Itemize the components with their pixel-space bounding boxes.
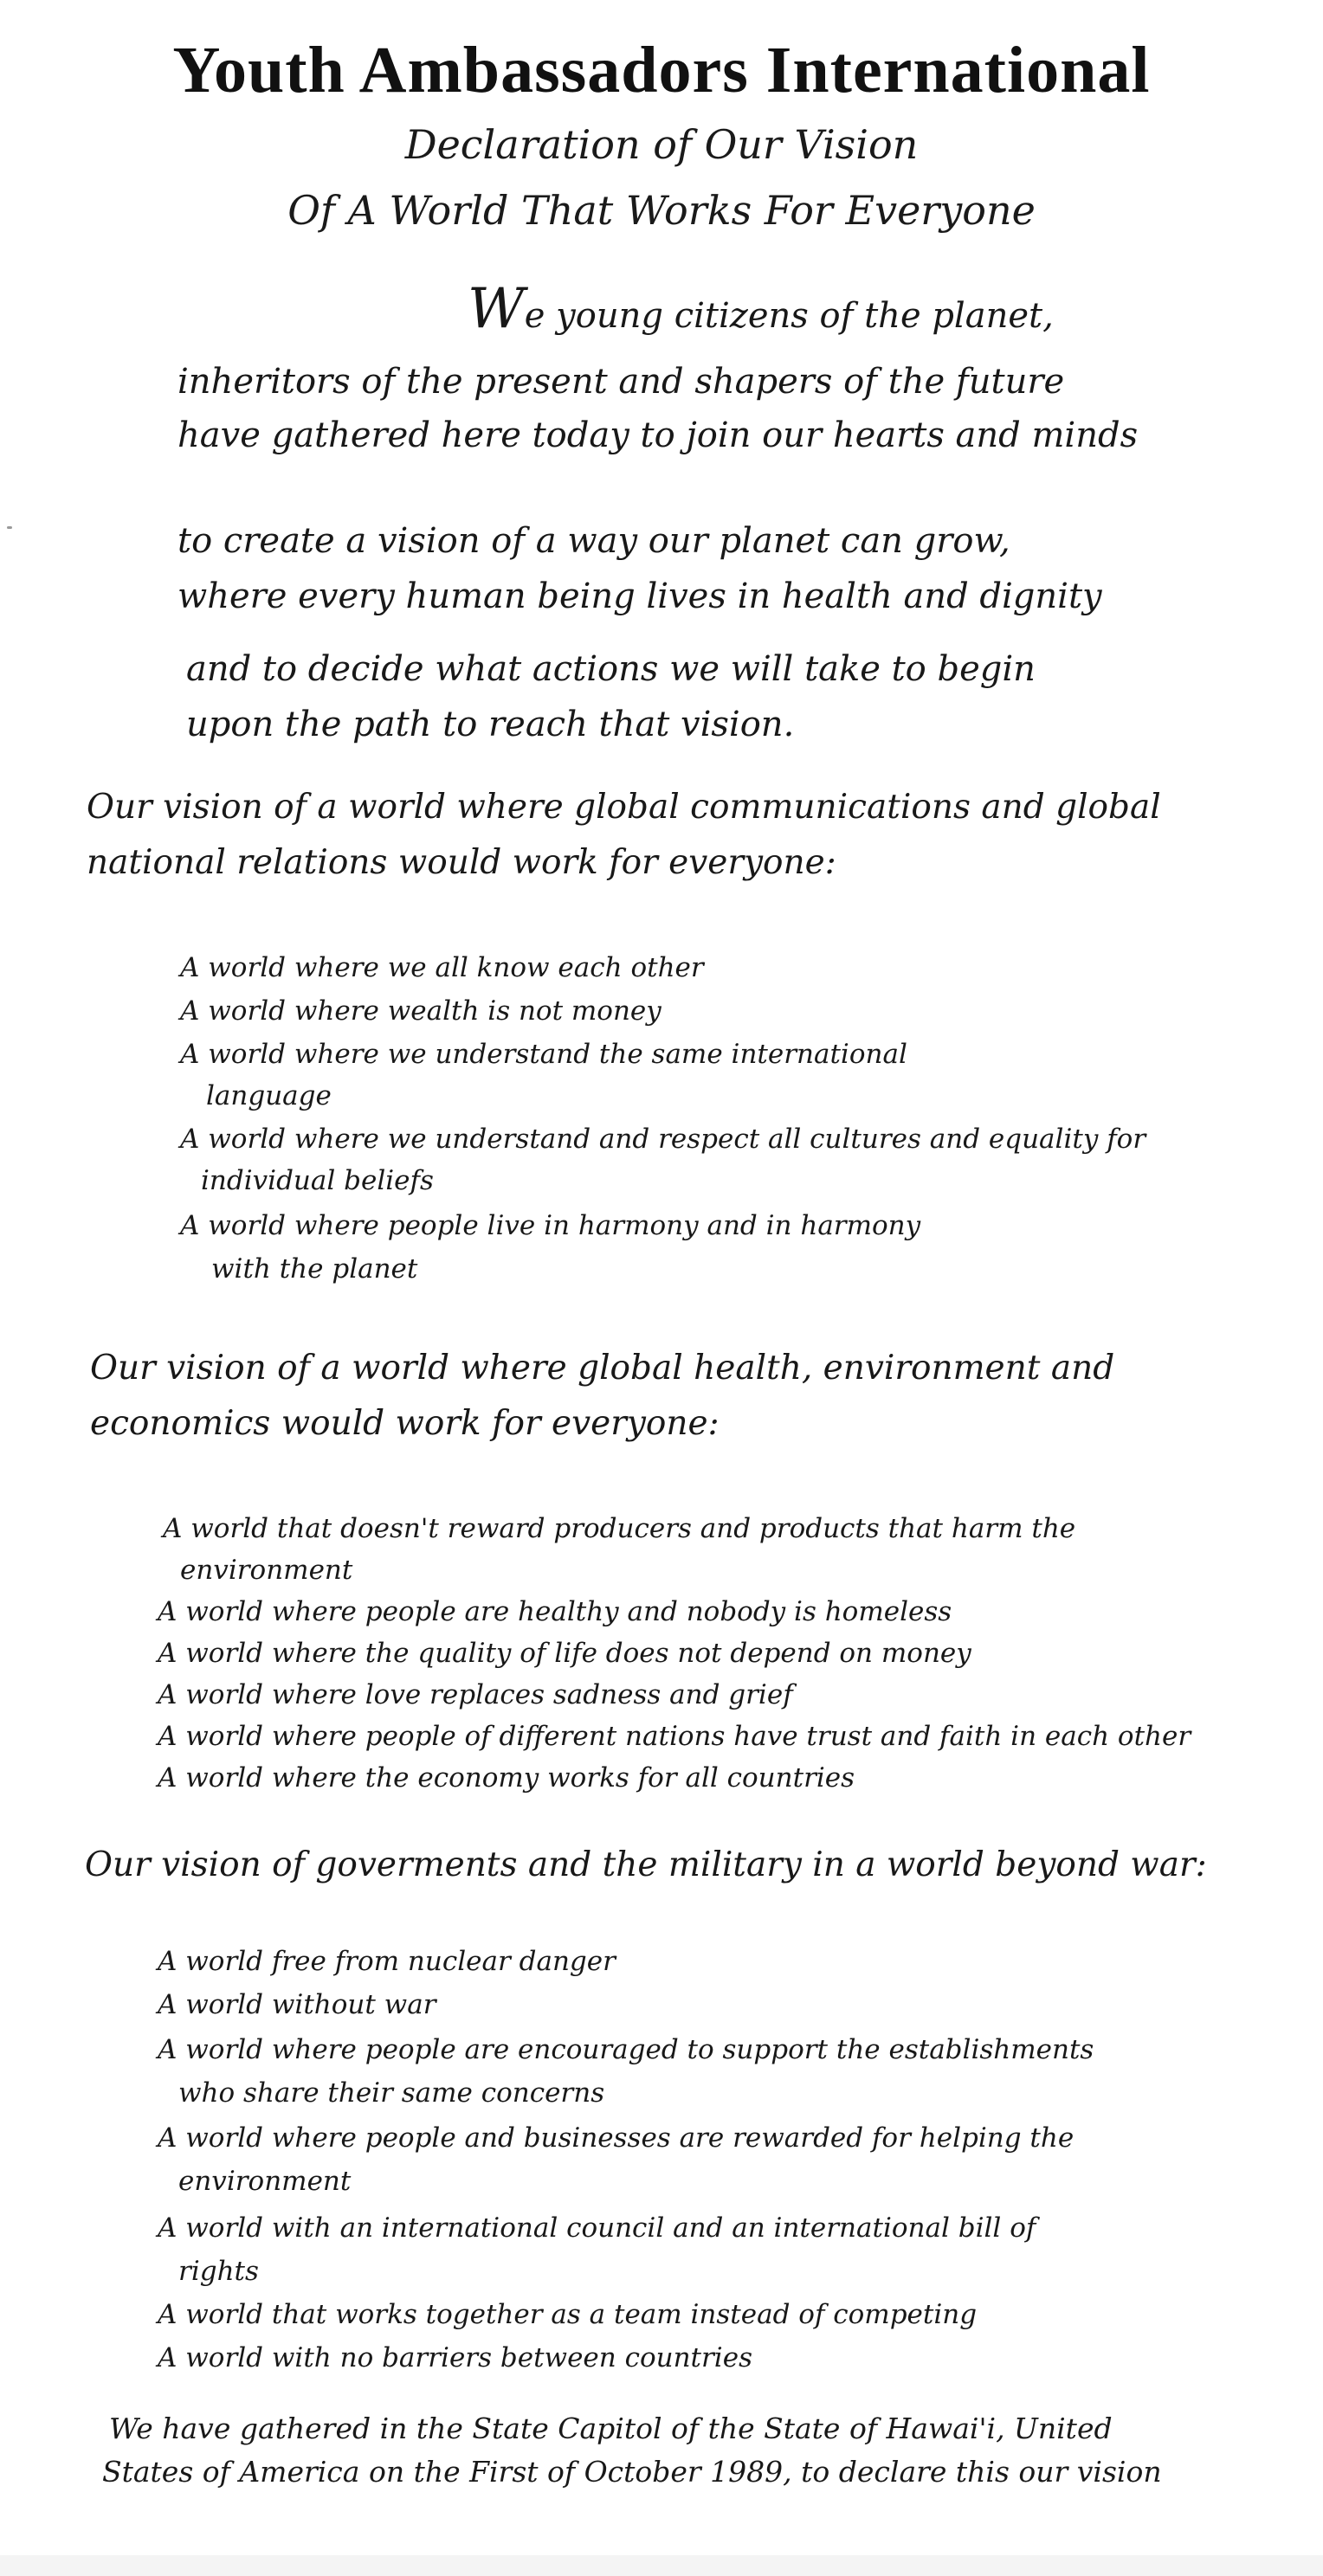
section-3-item: A world free from nuclear danger <box>158 1946 616 1977</box>
closing-line-1: We have gathered in the State Capitol of the State of Hawai'i, United <box>109 2412 1113 2445</box>
section-3-item: A world with no barriers between countries <box>158 2342 752 2373</box>
intro-line-7: upon the path to reach that vision. <box>186 705 795 744</box>
section-3-item-continuation: who share their same concerns <box>178 2077 605 2109</box>
document-subtitle: Declaration of Our Vision <box>404 121 919 168</box>
section-2-item: A world where the quality of life does not depend on money <box>158 1638 971 1669</box>
section-1-item: A world where we all know each other <box>180 952 704 983</box>
section-3-item-continuation: rights <box>178 2256 259 2287</box>
section-3-item: A world that works together as a team instead of competing <box>158 2299 978 2330</box>
intro-line-4: to create a vision of a way our planet can grow, <box>177 521 1010 561</box>
section-3-heading: Our vision of goverments and the military in a world beyond war: <box>85 1845 1207 1884</box>
section-3-item: A world where people and businesses are rewarded for helping the <box>158 2122 1075 2154</box>
intro-line-1 <box>468 277 1054 341</box>
document-title: Youth Ambassadors International <box>172 34 1151 106</box>
section-3-item: A world with an international council and an international bill of <box>158 2212 1036 2244</box>
document-subtitle-2: Of A World That Works For Everyone <box>287 187 1036 234</box>
closing-line-2: States of America on the First of October 1989, to declare this our vision <box>102 2455 1162 2489</box>
section-1-item: A world where we understand the same international <box>180 1039 907 1070</box>
section-1-item: A world where people live in harmony and in harmony <box>180 1210 921 1241</box>
section-2-item: A world where the economy works for all countries <box>158 1762 855 1794</box>
section-2-heading-line-2: economics would work for everyone: <box>90 1404 720 1443</box>
intro-line-3: have gathered here today to join our hearts and minds <box>177 415 1139 455</box>
scan-bottom-edge <box>0 2555 1323 2576</box>
section-1-item: A world where we understand and respect all cultures and equality for <box>180 1124 1146 1155</box>
section-1-heading-line-2: national relations would work for everyone: <box>87 843 836 882</box>
section-1-item-continuation: language <box>206 1080 332 1111</box>
intro-drop-letter: W <box>468 277 525 341</box>
section-2-item: A world where love replaces sadness and grief <box>158 1679 793 1710</box>
intro-line-2: inheritors of the present and shapers of the future <box>177 362 1065 402</box>
section-2-item-continuation: environment <box>180 1555 353 1586</box>
section-1-item: A world where wealth is not money <box>180 995 662 1027</box>
section-2-item: A world where people of different nations have trust and faith in each other <box>158 1721 1191 1752</box>
section-3-item-continuation: environment <box>178 2166 352 2197</box>
intro-line-1-text: e young citizens of the planet, <box>524 296 1054 336</box>
section-1-heading-line-1: Our vision of a world where global communications and global <box>87 788 1161 827</box>
section-1-item-continuation: individual beliefs <box>201 1165 434 1196</box>
scan-speck <box>7 526 12 529</box>
intro-line-6: and to decide what actions we will take to begin <box>186 649 1036 689</box>
intro-line-5: where every human being lives in health and dignity <box>177 576 1102 616</box>
section-3-item: A world without war <box>158 1989 436 2020</box>
section-3-item: A world where people are encouraged to support the establishments <box>158 2034 1094 2065</box>
section-2-item: A world that doesn't reward producers and products that harm the <box>163 1513 1076 1544</box>
section-2-heading-line-1: Our vision of a world where global health, environment and <box>90 1349 1115 1388</box>
section-1-item-continuation: with the planet <box>211 1253 418 1285</box>
section-2-item: A world where people are healthy and nobody is homeless <box>158 1596 952 1627</box>
